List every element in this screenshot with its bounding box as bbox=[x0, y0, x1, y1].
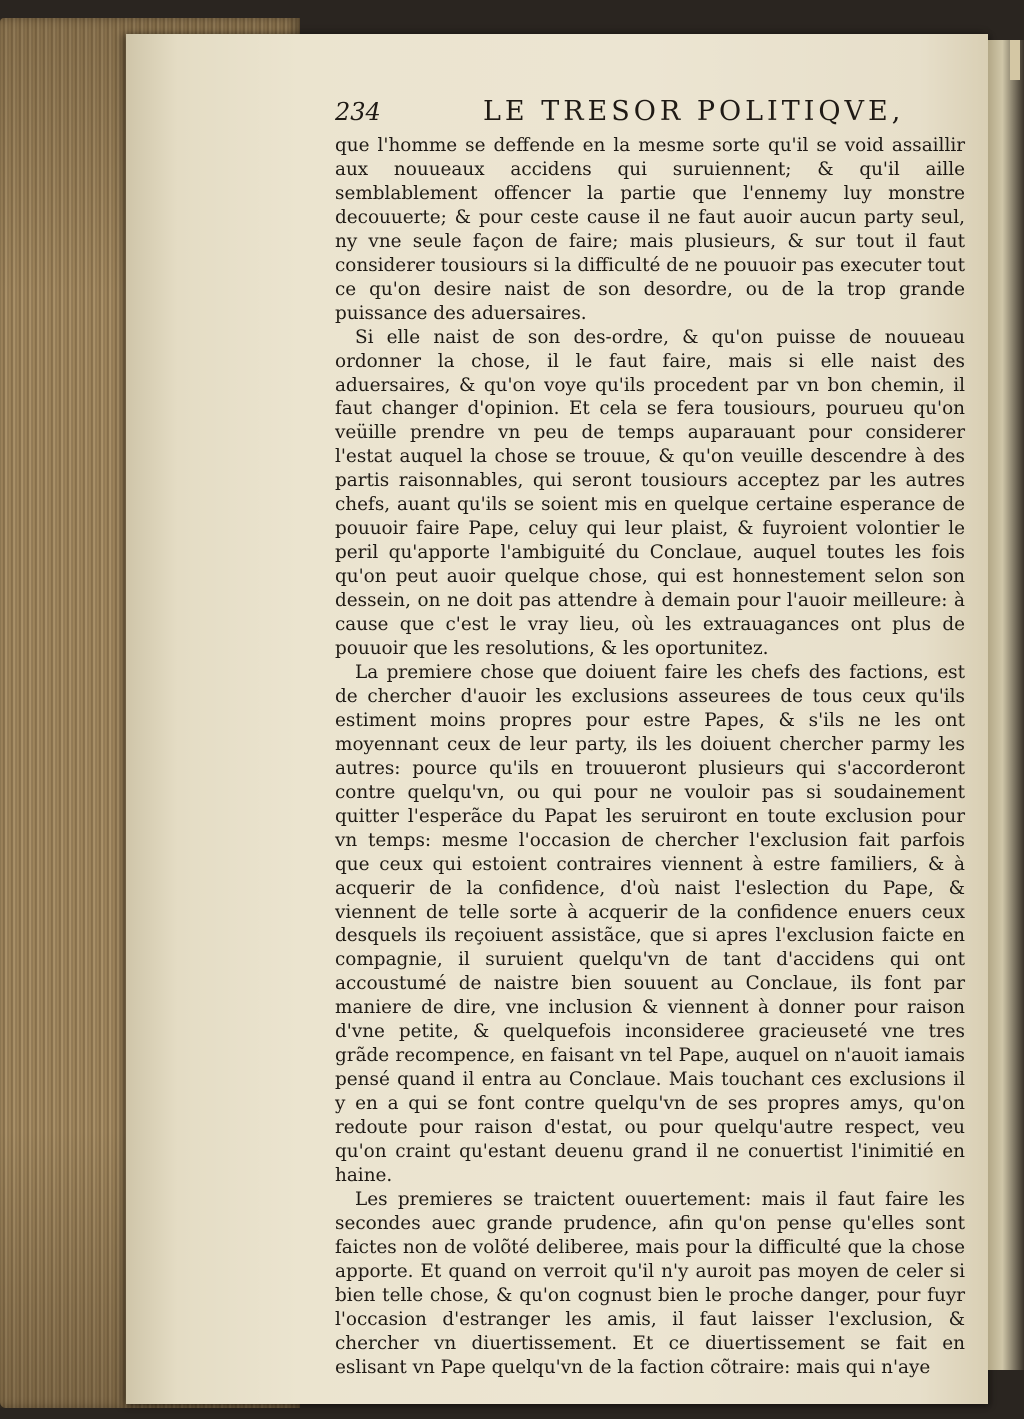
paragraph-4: Les premieres se traictent ouuertement: mais il faut faire les secondes auec grande prudence, afin qu'on pense qu'elles sont faictes non de volõté deliberee, mais pour la difficulté que la chose apporte. Et quand on verroit qu'il n'y auroit pas moyen de celer si bien telle chose, & qu'on cognust bien le proche danger, pour fuyr l'occasion d'estranger les amis, il faut laisser l'exclusion, & chercher vn diuertissement. Et ce diuertissement se fait en eslisant vn Pape quelqu'vn de la faction cõtraire: mais qui n'aye bbox=[335, 1188, 965, 1378]
paragraph-2: Si elle naist de son des-ordre, & qu'on puisse de nouueau ordonner la chose, il le faut faire, mais si elle naist des aduersaires, & qu'on voye qu'ils procedent par vn bon chemin, il faut changer d'opinion. Et cela se fera tousiours, pourueu qu'on veüille prendre vn peu de temps auparauant pour considerer l'estat auquel la chose se trouue, & qu'on veuille descendre à des partis raisonnables, qui seront tousiours acceptez par les autres chefs, auant qu'ils se soient mis en quelque certaine esperance de pouuoir faire Pape, celuy qui leur plaist, & fuyroient volontier le peril qu'apporte l'ambiguité du Conclaue, auquel toutes les fois qu'on peut auoir quelque chose, qui est honnestement selon son dessein, on ne doit pas attendre à demain pour l'auoir meilleure: à cause que c'est le vray lieu, où les extrauagances ont plus de pouuoir que les resolutions, & les oportunitez. bbox=[335, 326, 965, 660]
running-title: LE TRESOR POLITIQVE, bbox=[483, 96, 905, 127]
paragraph-1: que l'homme se deffende en la mesme sorte qu'il se void assaillir aux nouueaux accidens qui suruiennent; & qu'il aille semblablement offencer la partie que l'ennemy luy monstre decouuerte; & pour ceste cause il ne faut auoir aucun party seul, ny vne seule façon de faire; mais plusieurs, & sur tout il faut considerer tousiours si la difficulté de ne pouuoir pas executer tout ce qu'on desire naist de son desordre, ou de la trop grande puissance des aduersaires. bbox=[335, 135, 965, 324]
body-text bbox=[335, 134, 965, 1380]
page-header bbox=[335, 92, 965, 132]
page-tab-marker bbox=[1010, 40, 1020, 80]
page-number: 234 bbox=[335, 98, 381, 126]
paragraph-3: La premiere chose que doiuent faire les chefs des factions, est de chercher d'auoir les exclusions asseurees de tous ceux qu'ils estiment moins propres pour estre Papes, & s'ils ne les ont moyennant ceux de leur party, ils les doiuent chercher parmy les autres: pource qu'ils en trouueront plusieurs qui s'accorderont contre quelqu'vn, ou qui pour ne vouloir pas si soudainement quitter l'esperãce du Papat les seruiront en toute exclusion pour vn temps: mesme l'occasion de chercher l'exclusion fait parfois que ceux qui estoient contraires viennent à estre familiers, & à acquerir de la confidence, d'où naist l'eslection du Pape, & viennent de telle sorte à acquerir de la confidence enuers ceux desquels ils reçoiuent assistãce, que si apres l'exclusion faicte en compagnie, il suruient quelqu'vn de tant d'accidens qui ont accoustumé de naistre bien souuent au Conclaue, ils font par maniere de dire, vne inclusion & viennent à donner pour raison d'vne petite, & quelquefois inconsideree gracieuseté vne tres grãde recompence, en faisant vn tel Pape, auquel on n'auoit iamais pensé quand il entra au Conclaue. Mais touchant ces exclusions il y en a qui se font contre quelqu'vn de ses propres amys, qu'on redoute pour raison d'estat, ou pour quelqu'autre respect, veu qu'on craint qu'estant deuenu grand il ne conuertist l'inimitié en haine. bbox=[335, 661, 965, 1186]
facing-page-edge bbox=[988, 40, 1024, 1370]
